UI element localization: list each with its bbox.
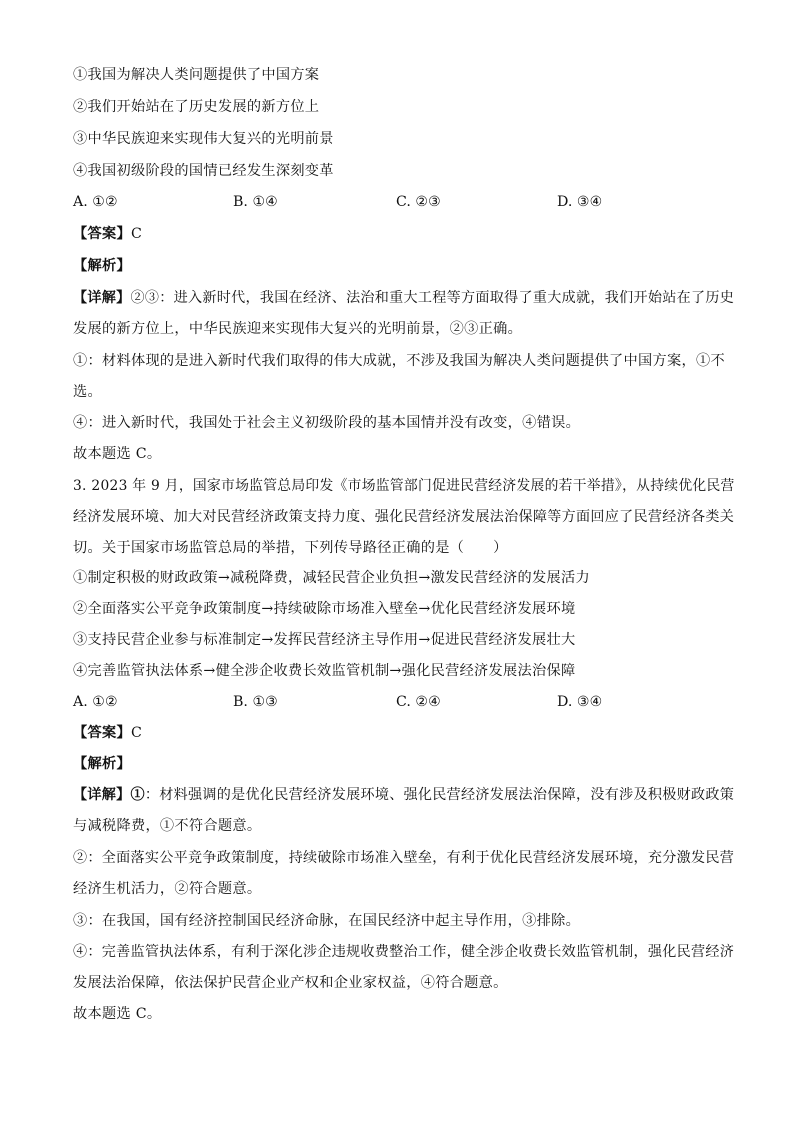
q2-conclusion: 故本题选 C。 xyxy=(73,446,162,462)
q3-stem-line-1: 3. 2023 年 9 月，国家市场监管总局印发《市场监管部门促进民营经济发展的若干举措》，从持续优化民营 xyxy=(73,478,735,494)
q3-analysis-label: 【解析】 xyxy=(73,756,131,772)
q2-option-b: B. ①④ xyxy=(233,194,278,210)
q2-option-a: A. ①② xyxy=(73,194,118,210)
q2-item-2: ②我们开始站在了历史发展的新方位上 xyxy=(73,99,320,115)
q3-detail-line-3: ②：全面落实公平竞争政策制度，持续破除市场准入壁垒，有利于优化民营经济发展环境，充分激发民营 xyxy=(73,850,735,866)
q3-detail-line-6: ④：完善监管执法体系，有利于深化涉企违规收费整治工作，健全涉企收费长效监管机制，强化民营经济 xyxy=(73,944,735,960)
q2-detail-line-4: 选。 xyxy=(73,384,102,400)
detail-text: ②③：进入新时代，我国在经济、法治和重大工程等方面取得了重大成就，我们开始站在了历史 xyxy=(130,290,735,306)
q3-answer xyxy=(73,724,142,742)
detail-mark: ① xyxy=(130,787,145,803)
q3-detail-line-4: 经济生机活力，②符合题意。 xyxy=(73,881,262,897)
q3-option-b: B. ①③ xyxy=(233,694,278,710)
q3-option-a: A. ①② xyxy=(73,694,118,710)
q3-detail-line-7: 发展法治保障，依法保护民营企业产权和企业家权益，④符合题意。 xyxy=(73,975,508,991)
q3-option-d: D. ③④ xyxy=(557,694,603,710)
q3-stem-line-3: 切。关于国家市场监管总局的举措，下列传导路径正确的是（ ） xyxy=(73,540,508,556)
q2-item-3: ③中华民族迎来实现伟大复兴的光明前景 xyxy=(73,131,334,147)
q2-answer xyxy=(73,225,142,243)
q2-item-1: ①我国为解决人类问题提供了中国方案 xyxy=(73,67,320,83)
q2-detail-line-1 xyxy=(73,289,734,307)
answer-label: 【答案】 xyxy=(73,226,131,242)
q2-option-c: C. ②③ xyxy=(396,194,441,210)
q3-detail-line-1 xyxy=(73,786,734,804)
answer-value: C xyxy=(130,226,143,242)
q2-item-4: ④我国初级阶段的国情已经发生深刻变革 xyxy=(73,163,334,179)
q2-detail-line-5: ④：进入新时代，我国处于社会主义初级阶段的基本国情并没有改变，④错误。 xyxy=(73,415,581,431)
q3-item-4: ④完善监管执法体系→健全涉企收费长效监管机制→强化民营经济发展法治保障 xyxy=(73,663,576,679)
q2-detail-line-2: 发展的新方位上，中华民族迎来实现伟大复兴的光明前景，②③正确。 xyxy=(73,321,523,337)
q3-detail-line-2: 与减税降费，①不符合题意。 xyxy=(73,818,262,834)
detail-text: ：材料强调的是优化民营经济发展环境、强化民营经济发展法治保障，没有涉及积极财政政策 xyxy=(144,787,735,803)
q2-option-d: D. ③④ xyxy=(557,194,603,210)
q3-stem-line-2: 经济发展环境、加大对民营经济政策支持力度、强化民营经济发展法治保障等方面回应了民营经济各类关 xyxy=(73,509,735,525)
q3-item-2: ②全面落实公平竞争政策制度→持续破除市场准入壁垒→优化民营经济发展环境 xyxy=(73,601,576,617)
q2-detail-line-3: ①：材料体现的是进入新时代我们取得的伟大成就，不涉及我国为解决人类问题提供了中国方案，①不 xyxy=(73,353,725,369)
q3-item-1: ①制定积极的财政政策→减税降费，减轻民营企业负担→激发民营经济的发展活力 xyxy=(73,570,590,586)
answer-label: 【答案】 xyxy=(73,725,131,741)
q2-analysis-label: 【解析】 xyxy=(73,258,131,274)
q3-item-3: ③支持民营企业参与标准制定→发挥民营经济主导作用→促进民营经济发展壮大 xyxy=(73,632,576,648)
detail-label: 【详解】 xyxy=(73,290,131,306)
answer-value: C xyxy=(130,725,143,741)
detail-label: 【详解】 xyxy=(73,787,131,803)
q3-option-c: C. ②④ xyxy=(396,694,441,710)
q3-conclusion: 故本题选 C。 xyxy=(73,1006,162,1022)
q3-detail-line-5: ③：在我国，国有经济控制国民经济命脉，在国民经济中起主导作用，③排除。 xyxy=(73,913,581,929)
